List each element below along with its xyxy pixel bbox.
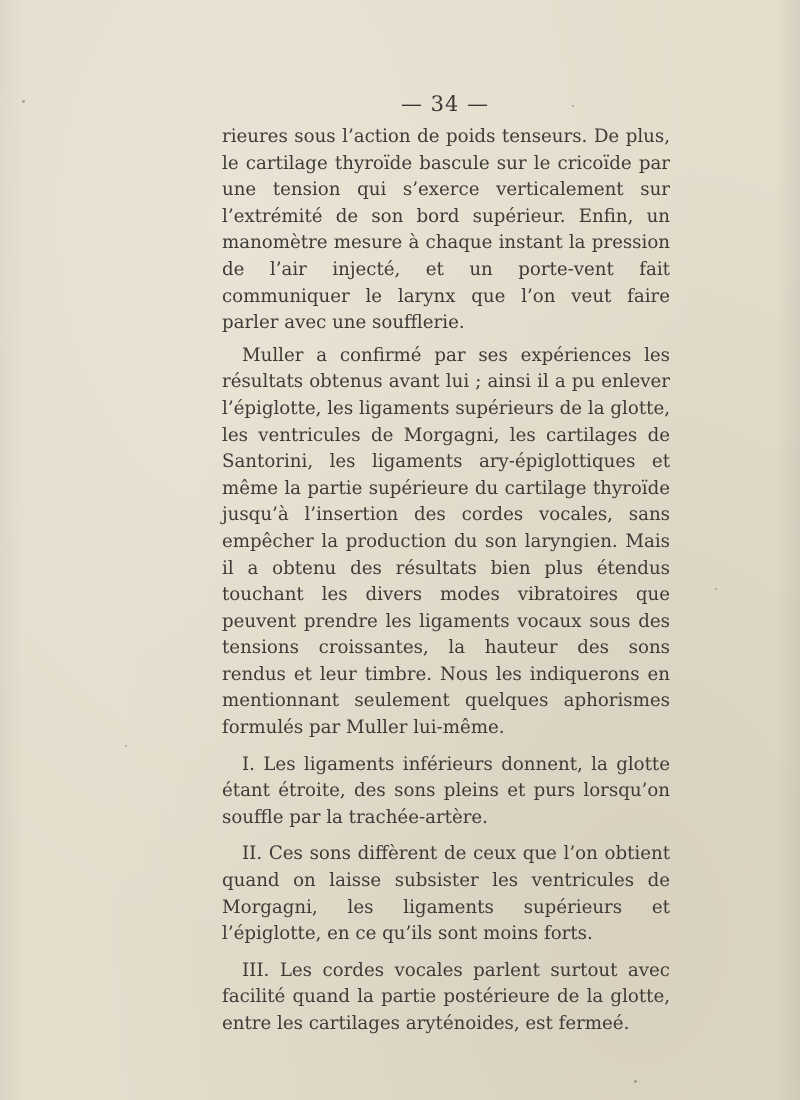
paper-speck — [125, 745, 127, 747]
paper-speck — [715, 588, 717, 590]
paragraph-continuation: rieures sous l’action de poids tenseurs. De plus, le cartilage thyroïde bascule sur le cricoïde par une tension qui s’exerce verticalement sur l’extrémité de son bord supérieur. Enfin, un manomètre mesure à chaque instant la pression de l’air injecté, et un porte-vent fait communiquer le larynx que l’on veut faire parler avec une soufflerie. — [222, 126, 670, 334]
page-number: — 34 — — [400, 92, 490, 116]
paragraph-muller: Muller a confirmé par ses expériences les résultats obtenus avant lui ; ainsi il a pu enlever l’épiglotte, les ligaments supérieurs de la glotte, les ventricules de Morgagni, les cartilages de Santorini, les ligaments ary-épiglottiques et même la partie supérieure du cartilage thyroïde jusqu’à l’insertion des cordes vocales, sans empêcher la production du son laryngien. Mais il a obtenu des résultats bien plus étendus touchant les divers modes vibratoires que peuvent prendre les ligaments vocaux sous des tensions croissantes, la hauteur des sons rendus et leur timbre. Nous les indiquerons en mentionnant seulement quelques aphorismes formulés par Muller lui-même. — [222, 344, 670, 739]
body-text — [222, 124, 670, 1038]
paper-speck — [572, 105, 574, 107]
aphorism-2: II. Ces sons diffèrent de ceux que l’on obtient quand on laisse subsister les ventricules de Morgagni, les ligaments supérieurs et l’épiglotte, en ce qu’ils sont moins forts. — [222, 843, 670, 945]
aphorism-1: I. Les ligaments inférieurs donnent, la glotte étant étroite, des sons pleins et purs lorsqu’on souffle par la trachée-artère. — [222, 753, 670, 828]
paper-speck — [22, 100, 25, 103]
aphorism-3: III. Les cordes vocales parlent surtout avec facilité quand la partie postérieure de la glotte, entre les cartilages aryténoides, est fermeé. — [222, 959, 670, 1034]
paper-speck — [634, 1080, 637, 1083]
